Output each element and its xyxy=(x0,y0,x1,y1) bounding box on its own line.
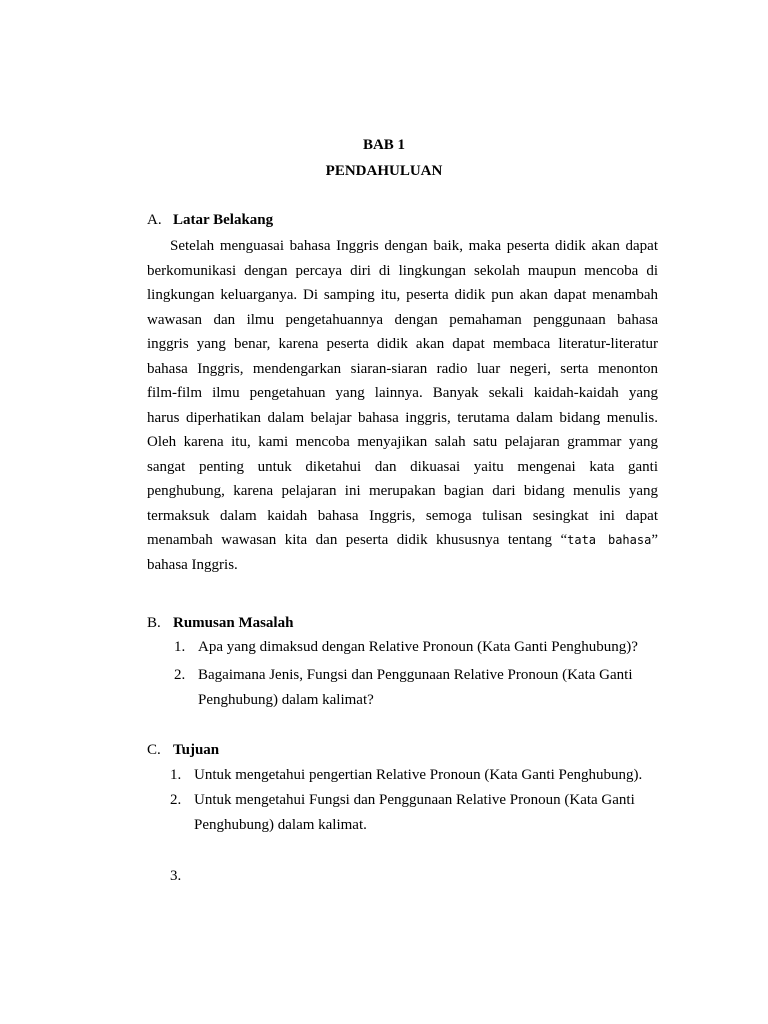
list-number: 1. xyxy=(174,639,186,655)
paragraph-line: Setelah menguasai bahasa Inggris dengan baik, maka peserta didik akan dapat xyxy=(170,238,658,254)
section-b-heading xyxy=(147,615,293,632)
list-item xyxy=(174,667,633,684)
paragraph-line: lingkungan keluarganya. Di samping itu, peserta didik pun akan dapat menambah xyxy=(147,287,658,303)
paragraph-line: inggris yang benar, karena peserta didik akan dapat membaca literatur-literatur xyxy=(147,336,658,352)
paragraph-line: wawasan dan ilmu pengetahuannya dengan pemahaman penggunaan bahasa xyxy=(147,311,658,328)
list-item-continuation: Penghubung) dalam kalimat. xyxy=(194,817,367,833)
tata-bahasa-term: tata bahasa xyxy=(567,533,652,547)
section-c-title: Tujuan xyxy=(173,742,220,758)
chapter-title: PENDAHULUAN xyxy=(325,163,443,179)
paragraph-line: penghubung, karena pelajaran ini merupakan bagian dari bidang menulis yang xyxy=(147,483,658,499)
paragraph-line: Oleh karena itu, kami mencoba menyajikan salah satu pelajaran grammar yang xyxy=(147,434,658,450)
list-text: Apa yang dimaksud dengan Relative Pronoun (Kata Ganti Penghubung)? xyxy=(198,639,638,655)
section-b-title: Rumusan Masalah xyxy=(173,615,294,631)
paragraph-line: bahasa Inggris, mendengarkan siaran-siaran radio luar negeri, serta menonton xyxy=(147,360,658,377)
list-number: 1. xyxy=(170,767,182,783)
paragraph-line: sangat penting untuk diketahui dan dikuasai yaitu mengenai kata ganti xyxy=(147,458,658,475)
list-item-continuation: Penghubung) dalam kalimat? xyxy=(198,692,374,708)
list-number: 2. xyxy=(170,792,182,808)
section-a-paragraph xyxy=(147,234,658,577)
section-a-letter: A. xyxy=(147,212,162,228)
list-text: Untuk mengetahui Fungsi dan Penggunaan Relative Pronoun (Kata Ganti xyxy=(194,792,635,808)
paragraph-line: berkomunikasi dengan percaya diri di lingkungan sekolah maupun mencoba di xyxy=(147,262,658,279)
list-item xyxy=(174,639,638,656)
list-number: 3. xyxy=(170,868,182,884)
line13-text: menambah wawasan kita dan peserta didik khususnya tentang “ xyxy=(147,532,568,548)
section-c-letter: C. xyxy=(147,742,161,758)
list-item xyxy=(170,792,635,809)
list-item xyxy=(170,868,194,885)
paragraph-line: film-film ilmu pengetahuan yang lainnya. Banyak sekali kaidah-kaidah yang xyxy=(147,385,658,401)
section-a-heading xyxy=(147,212,273,229)
line13-close-quote: ” xyxy=(651,532,658,548)
paragraph-line-13 xyxy=(147,528,658,553)
chapter-number: BAB 1 xyxy=(362,137,406,153)
paragraph-line: harus diperhatikan dalam belajar bahasa inggris, terutama dalam bidang menulis. xyxy=(147,409,658,426)
section-c-heading xyxy=(147,742,219,759)
paragraph-line: termaksuk dalam kaidah bahasa Inggris, semoga tulisan sesingkat ini dapat xyxy=(147,507,658,524)
section-a-title: Latar Belakang xyxy=(173,212,274,228)
list-item xyxy=(170,767,642,784)
list-text: Untuk mengetahui pengertian Relative Pronoun (Kata Ganti Penghubung). xyxy=(194,767,643,783)
list-number: 2. xyxy=(174,667,186,683)
paragraph-last-line: bahasa Inggris. xyxy=(147,556,238,573)
section-b-letter: B. xyxy=(147,615,161,631)
list-text: Bagaimana Jenis, Fungsi dan Penggunaan Relative Pronoun (Kata Ganti xyxy=(198,667,633,683)
